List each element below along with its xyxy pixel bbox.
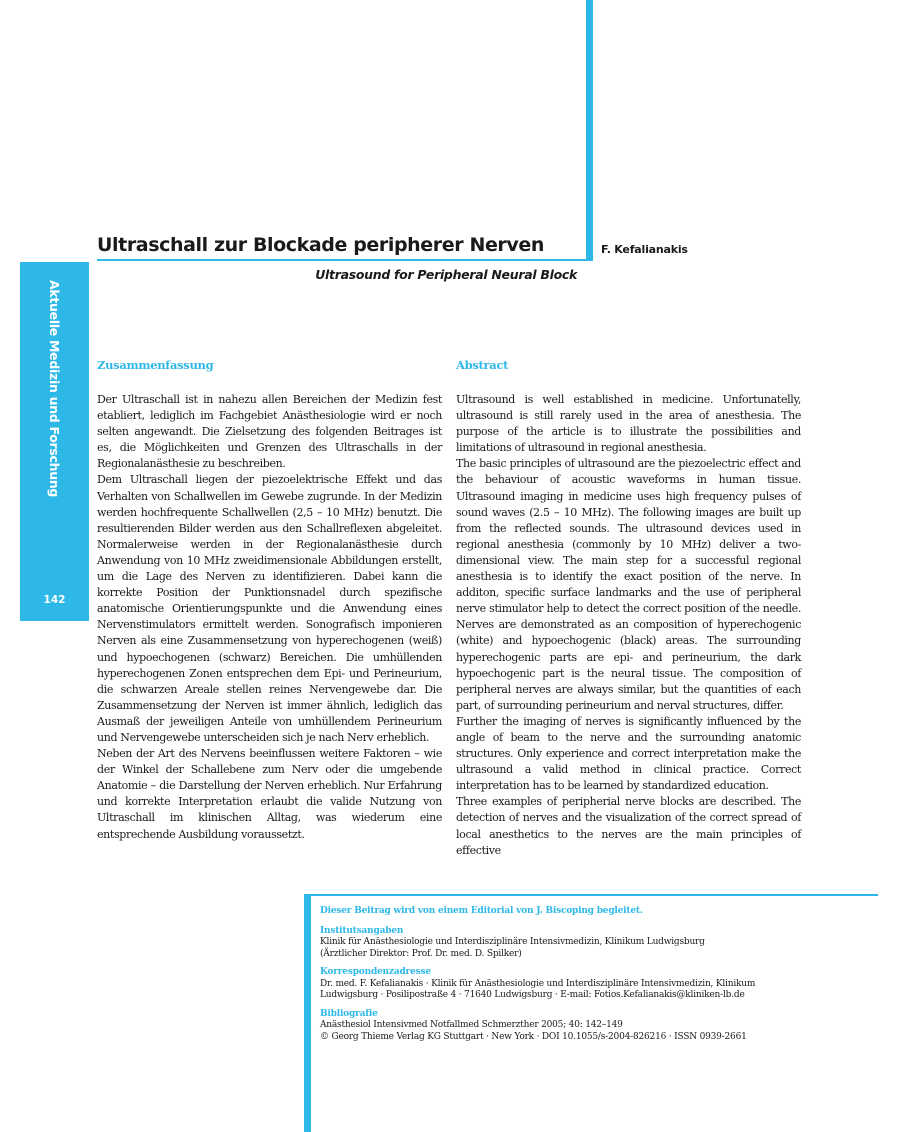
- summary-paragraph: Dem Ultraschall liegen der piezoelektrische Effekt und das Verhalten von Schallwellen im Gewebe zugrunde. In der Medizin werden hochfrequente Schallwellen (2,5 – 10 MHz) benutzt. Die resultierenden Bilder werden aus den Schallreflexen abgeleitet. Normalerweise werden in der Regionalanästhesie durch Anwendung von 10 MHz zweidimensionale Abbildungen erstellt, um die Lage des Nerven zu identifizieren. Dabei kann die korrekte Position der Punktionsnadel durch spezifische anatomische Orientierungspunkte und die Anwendung eines Nervenstimulators ermittelt werden. Sonografisch imponieren Nerven als eine Zusammensetzung von hyperechogenen (weiß) und hypoechogenen (schwarz) Bereichen. Die umhüllenden hyperechogenen Zonen entsprechen dem Epi- und Perineurium, die schwarzen Areale stellen reines Nervengewebe dar. Die Zusammensetzung der Nerven ist immer ähnlich, lediglich das Ausmaß der jeweiligen Anteile von umhüllendem Perineurium und Nervengewebe unterscheiden sich je nach Nerv erheblich.: [97, 473, 442, 744]
- author: F. Kefalianakis: [601, 243, 688, 256]
- summary-paragraph: Neben der Art des Nervens beeinflussen weitere Faktoren – wie der Winkel der Schallebene zum Nerv oder die umgebende Anatomie – die Darstellung der Nerven erheblich. Nur Erfahrung und korrekte Interpretation erlaubt die valide Nutzung von Ultraschall im klinischen Alltag, was wiederum eine entsprechende Ausbildung voraussetzt.: [97, 747, 442, 841]
- bibliography-heading: Bibliografie: [320, 1008, 378, 1019]
- abstract-paragraph: The basic principles of ultrasound are the piezoelectric effect and the behaviour of acoustic waveforms in human tissue. Ultrasound imaging in medicine uses high frequency pulses of sound waves (2.5 – 10 MHz). The following images are built up from the reflected sounds. The ultrasound devices used in regional anesthesia (commonly by 10 MHz) deliver a two-dimensional view. The main step for a successful regional anesthesia is to identify the exact position of the nerve. In additon, specific surface landmarks and the use of peripheral nerve stimulator help to detect the correct position of the needle. Nerves are demonstrated as an composition of hyperechogenic (white) and hypoechogenic (black) areas. The surrounding hyperechogenic parts are epi- and perineurium, the dark hypoechogenic part is the neural tissue. The composition of peripheral nerves are always similar, but the quantities of each part, of surrounding perineurium and nerval structures, differ.: [456, 457, 801, 712]
- institution-line: (Ärztlicher Direktor: Prof. Dr. med. D. Spilker): [320, 948, 522, 959]
- editorial-note: Dieser Beitrag wird von einem Editorial von J. Biscoping begleitet.: [320, 906, 643, 916]
- correspondence-heading: Korrespondenzadresse: [320, 967, 431, 977]
- accent-bar-bottom: [304, 894, 311, 1132]
- bibliography-block: [320, 1009, 840, 1044]
- summary-paragraph: Der Ultraschall ist in nahezu allen Bereichen der Medizin fest etabliert, lediglich im Fachgebiet Anästhesiologie wird er noch selten angewandt. Die Zielsetzung des folgenden Beitrages ist es, die Möglichkeiten und Grenzen des Ultraschalls in der Regionalanästhesie zu beschreiben.: [97, 393, 442, 471]
- institution-line: Klinik für Anästhesiologie und Interdisziplinäre Intensivmedizin, Klinikum Ludwigsburg: [320, 937, 705, 947]
- accent-bar-top: [586, 0, 593, 261]
- article-info-box: [320, 906, 840, 1050]
- correspondence-block: [320, 967, 840, 1002]
- abstract-paragraph: Ultrasound is well established in medicine. Unfortunatelly, ultrasound is still rarely used in the area of anesthesia. The purpose of the article is to illustrate the possibilities and limitations of ultrasound in regional anesthesia.: [456, 393, 801, 455]
- page-number: 142: [43, 594, 66, 606]
- article-subtitle: Ultrasound for Peripheral Neural Block: [315, 267, 577, 282]
- institution-block: [320, 926, 840, 961]
- article-title: Ultraschall zur Blockade peripherer Nerven: [97, 234, 544, 256]
- info-rule: [304, 894, 878, 896]
- title-rule: [97, 259, 593, 261]
- bibliography-line: Anästhesiol Intensivmed Notfallmed Schmerzther 2005; 40: 142–149: [320, 1020, 623, 1030]
- institution-heading: Institutsangaben: [320, 925, 404, 936]
- summary-column: [97, 358, 442, 843]
- abstract-paragraph: Further the imaging of nerves is significantly influenced by the angle of beam to the nerve and the surrounding anatomic structures. Only experience and correct interpretation make the ultrasound a valid method in clinical practice. Correct interpretation has to be learned by standardized education.: [456, 714, 801, 793]
- summary-heading: Zusammenfassung: [97, 358, 214, 372]
- bibliography-line: © Georg Thieme Verlag KG Stuttgart · New York · DOI 10.1055/s-2004-826216 · ISSN 0939-2661: [320, 1031, 747, 1042]
- correspondence-line: Dr. med. F. Kefalianakis · Klinik für Anästhesiologie und Interdisziplinäre Intensivmedizin, Klinikum: [320, 978, 756, 989]
- abstract-paragraph: Three examples of peripherial nerve blocks are described. The detection of nerves and the visualization of the correct spread of local anesthetics to the nerves are the main principles of effective: [456, 795, 801, 857]
- abstract-heading: Abstract: [456, 358, 509, 372]
- journal-section-label: Aktuelle Medizin und Forschung: [47, 280, 62, 498]
- abstract-column: [456, 358, 801, 859]
- correspondence-line: Ludwigsburg · Posilipostraße 4 · 71640 Ludwigsburg · E-mail: Fotios.Kefalianakis@kliniken-lb.de: [320, 990, 745, 1000]
